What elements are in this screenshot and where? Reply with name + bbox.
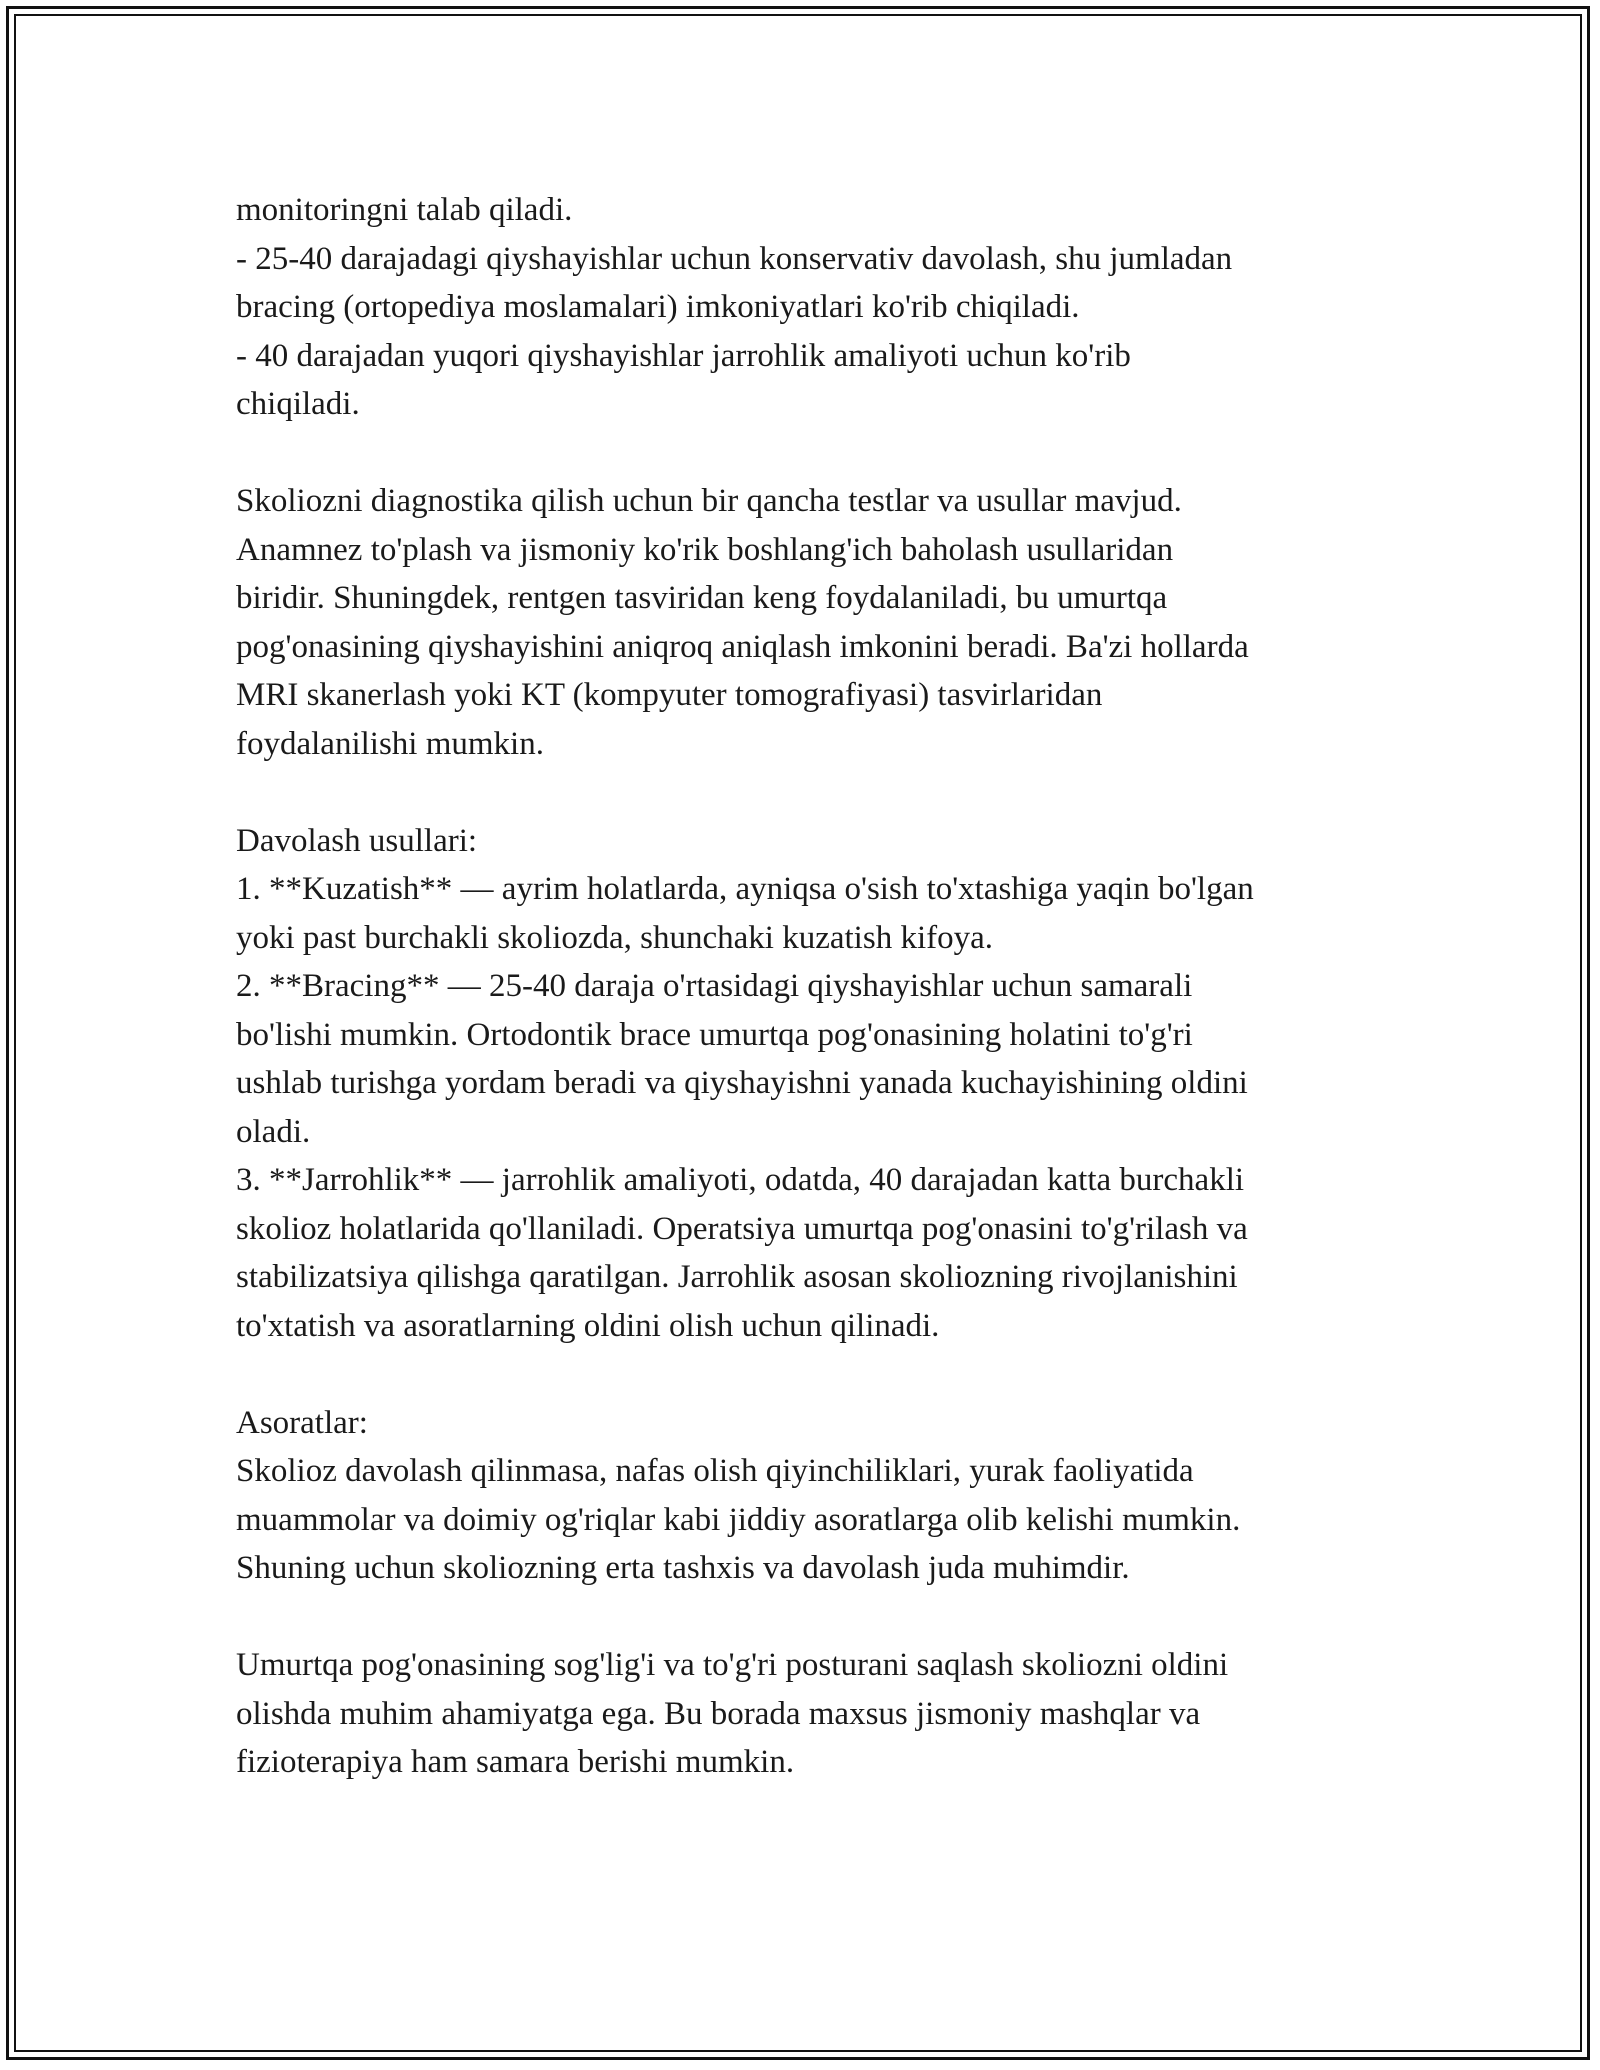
text-line: Shuning uchun skoliozning erta tashxis va davolash juda muhimdir. [236, 1550, 1130, 1586]
paragraph-spacer [236, 1593, 1376, 1642]
text-line: olishda muhim ahamiyatga ega. Bu borada maxsus jismoniy mashqlar va [236, 1695, 1201, 1732]
text-line: chiqiladi. [236, 386, 360, 422]
paragraph-spacer [236, 768, 1376, 817]
text-line: pog'onasining qiyshayishini aniqroq aniqlash imkonini beradi. Ba'zi hollarda [236, 628, 1249, 665]
paragraph-diagnostics [236, 477, 1376, 768]
text-line: - 40 darajadan yuqori qiyshayishlar jarrohlik amaliyoti uchun ko'rib [236, 337, 1131, 374]
text-line: yoki past burchakli skoliozda, shunchaki kuzatish kifoya. [236, 919, 994, 956]
text-line: muammolar va doimiy og'riqlar kabi jiddiy asoratlarga olib kelishi mumkin. [236, 1501, 1241, 1538]
text-line: Skolioz davolash qilinmasa, nafas olish qiyinchiliklari, yurak faoliyatida [236, 1453, 1194, 1489]
text-line: fizioterapiya ham samara berishi mumkin. [236, 1744, 795, 1780]
text-line: biridir. Shuningdek, rentgen tasviridan keng foydalaniladi, bu umurtqa [236, 580, 1168, 616]
text-line: bo'lishi mumkin. Ortodontik brace umurtqa pog'onasining holatini to'g'ri [236, 1016, 1193, 1053]
text-line: skolioz holatlarida qo'llaniladi. Operatsiya umurtqa pog'onasini to'g'rilash va [236, 1210, 1248, 1247]
text-line: ushlab turishga yordam beradi va qiyshayishni yanada kuchayishining oldini [236, 1065, 1248, 1101]
paragraph-prevention [236, 1641, 1376, 1787]
text-line: bracing (ortopediya moslamalari) imkoniyatlari ko'rib chiqiladi. [236, 289, 1080, 325]
paragraph-treatment-methods [236, 817, 1376, 1351]
text-line: 2. **Bracing** — 25-40 daraja o'rtasidagi qiyshayishlar uchun samarali [236, 968, 1193, 1004]
text-line: monitoringni talab qiladi. [236, 192, 573, 228]
text-line: oladi. [236, 1113, 311, 1150]
text-line: foydalanilishi mumkin. [236, 725, 544, 762]
paragraph-severity-thresholds [236, 186, 1376, 429]
paragraph-complications [236, 1399, 1376, 1593]
text-line: Umurtqa pog'onasining sog'lig'i va to'g'ri posturani saqlash skoliozni oldini [236, 1647, 1229, 1683]
section-heading: Davolash usullari: [236, 822, 478, 859]
text-line: MRI skanerlash yoki KT (kompyuter tomografiyasi) tasvirlaridan [236, 677, 1103, 713]
text-line: Anamnez to'plash va jismoniy ko'rik boshlang'ich baholash usullaridan [236, 531, 1174, 568]
paragraph-spacer [236, 1350, 1376, 1399]
paragraph-spacer [236, 429, 1376, 478]
text-line: Skoliozni diagnostika qilish uchun bir qancha testlar va usullar mavjud. [236, 483, 1182, 519]
text-line: stabilizatsiya qilishga qaratilgan. Jarrohlik asosan skoliozning rivojlanishini [236, 1259, 1238, 1295]
text-line: - 25-40 darajadagi qiyshayishlar uchun konservativ davolash, shu jumladan [236, 240, 1233, 277]
text-line: 3. **Jarrohlik** — jarrohlik amaliyoti, odatda, 40 darajadan katta burchakli [236, 1162, 1245, 1198]
text-line: to'xtatish va asoratlarning oldini olish uchun qilinadi. [236, 1307, 940, 1344]
text-line: 1. **Kuzatish** — ayrim holatlarda, ayniqsa o'sish to'xtashiga yaqin bo'lgan [236, 871, 1254, 907]
section-heading: Asoratlar: [236, 1404, 368, 1441]
document-body [236, 186, 1376, 1787]
